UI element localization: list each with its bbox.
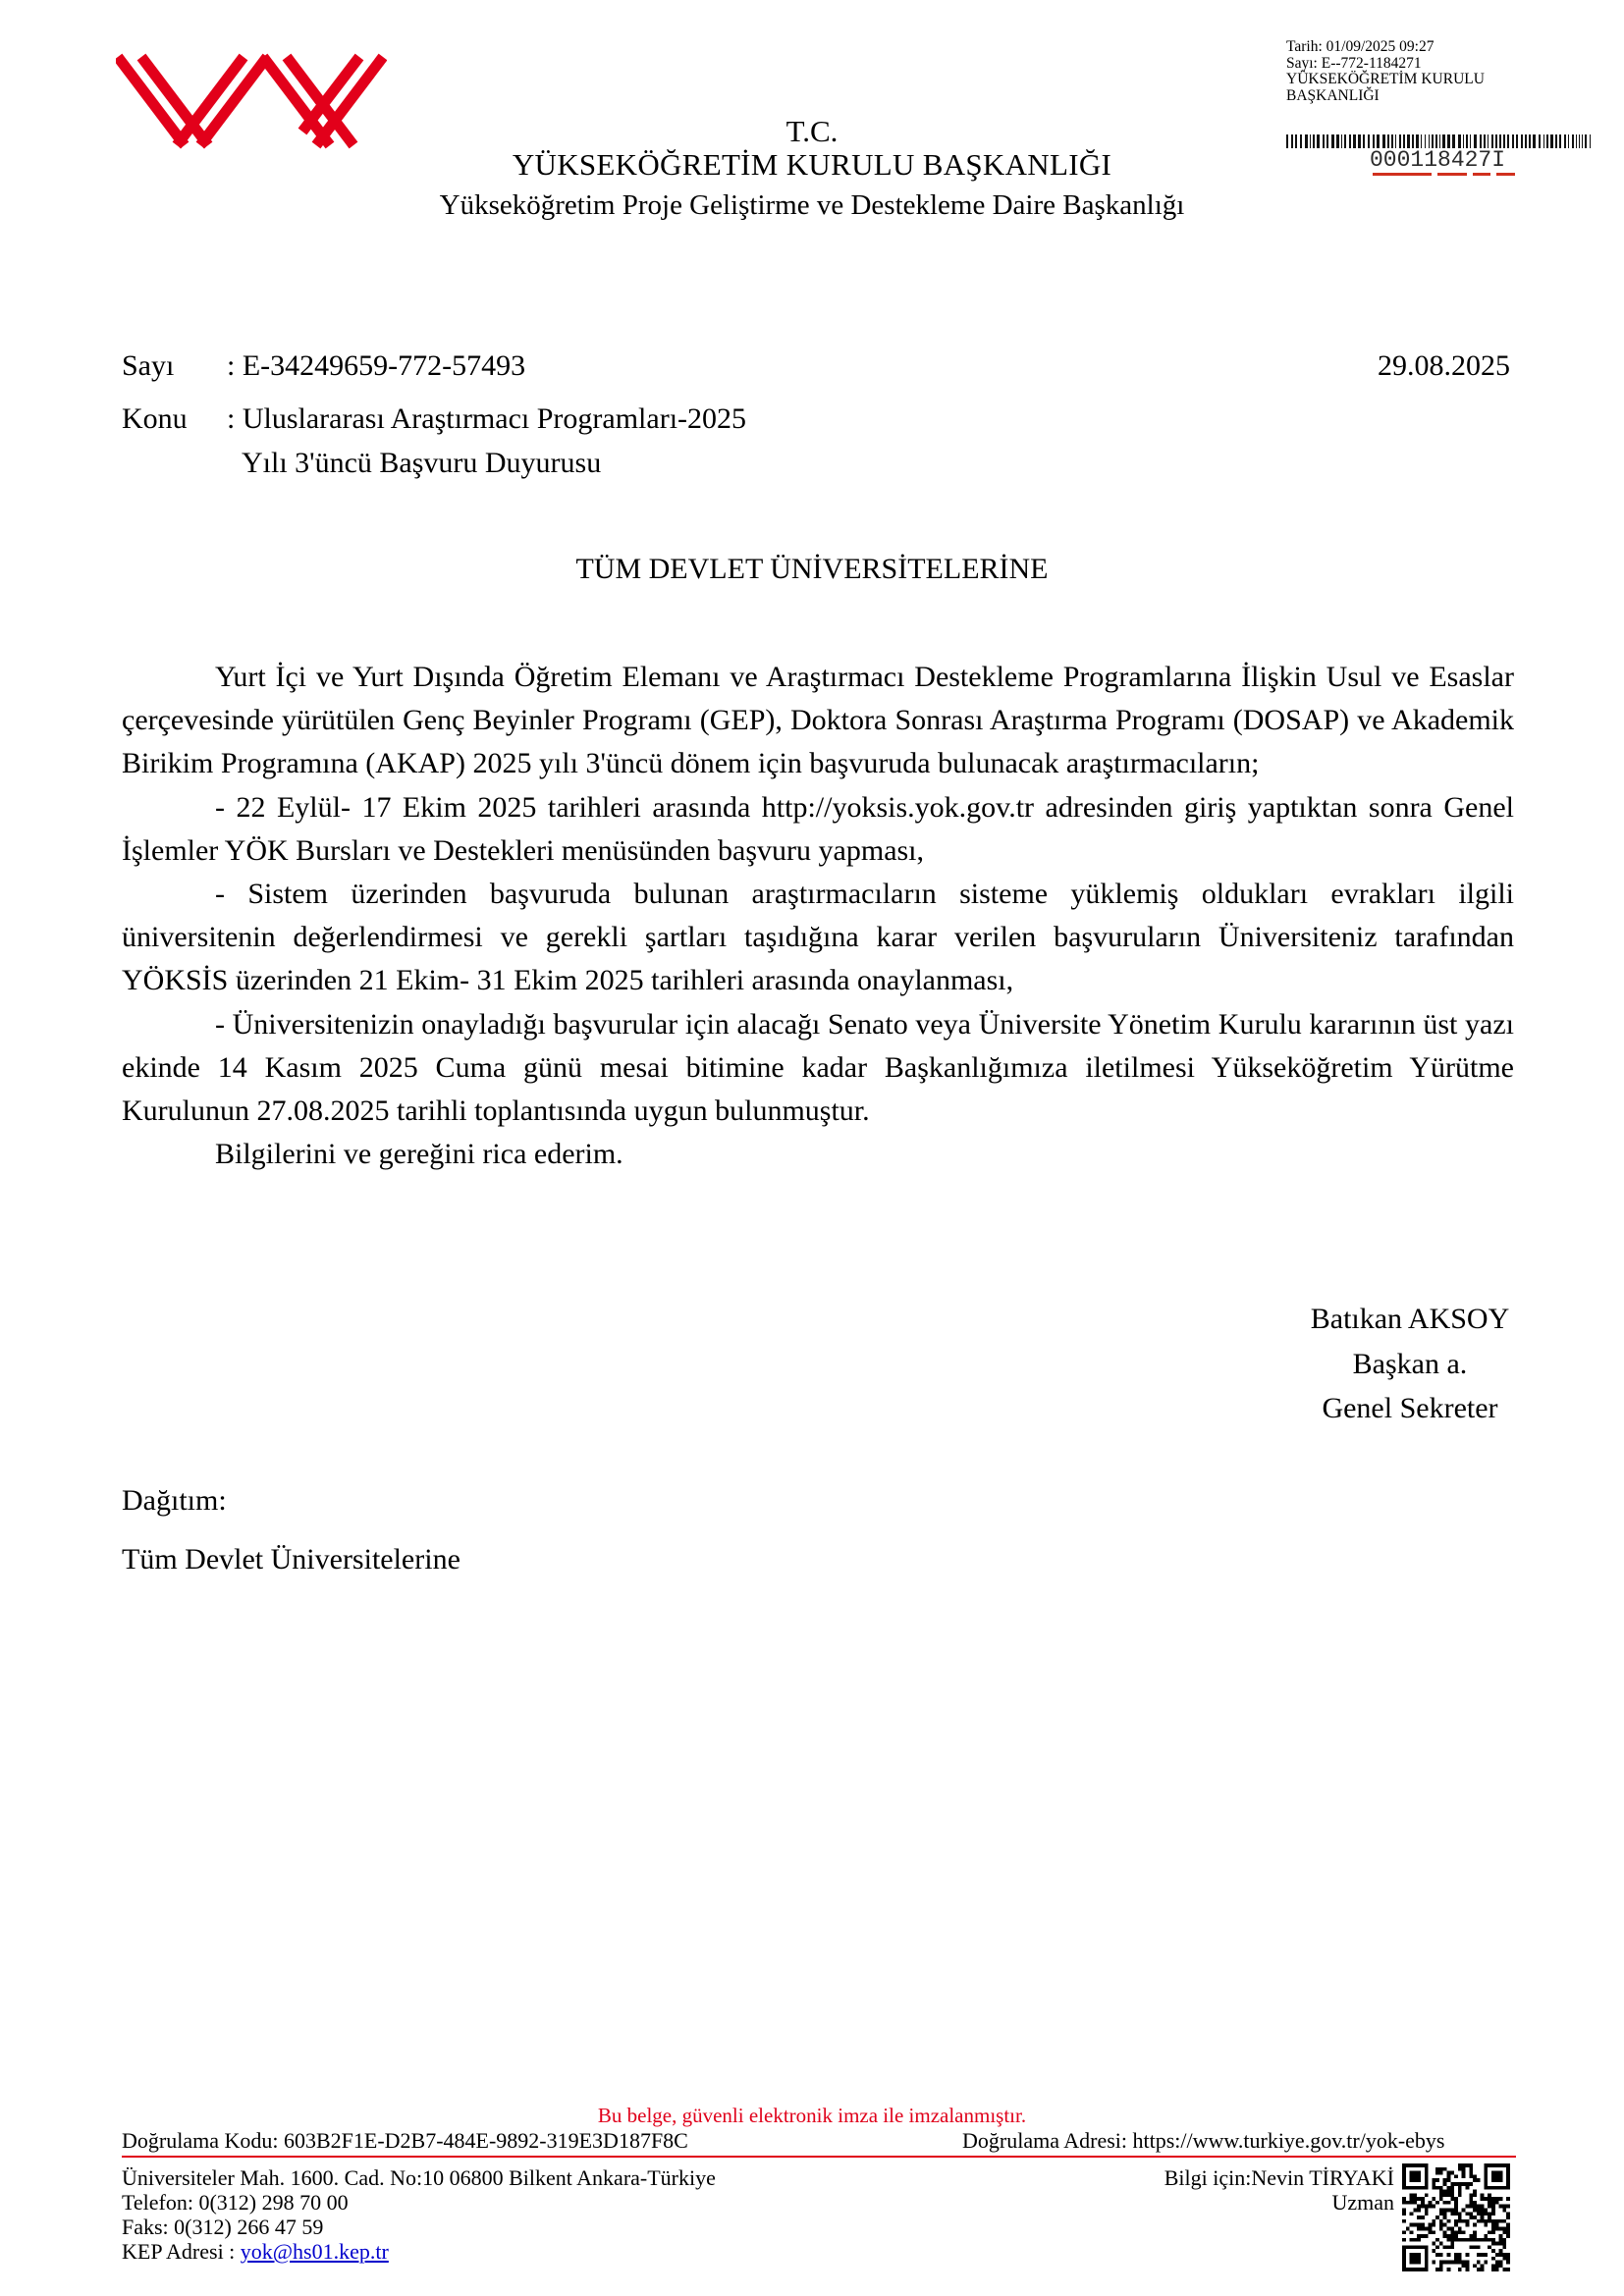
registry-stamp [1286,39,1600,104]
footer-kep [122,2239,389,2264]
body-item-approval: - Sistem üzerinden başvuruda bulunan araştırmacıların sisteme yüklemiş oldukları evrakları ilgili üniversitenin değerlendirmesi ve gerekli şartları taşıdığına karar verilen başvuruların Üniversiteniz tarafından YÖKSİS üzerinden 21 Ekim- 31 Ekim 2025 tarihleri arasında onaylanması, [122,878,1514,997]
signatory-name: Batıkan AKSOY [1310,1303,1510,1335]
verification-address: Doğrulama Adresi: https://www.turkiye.gov.tr/yok-ebys [962,2128,1445,2153]
footer-address: Üniversiteler Mah. 1600. Cad. No:10 06800 Bilkent Ankara-Türkiye [122,2165,716,2190]
qr-code [1402,2163,1510,2271]
body-item-application: - 22 Eylül- 17 Ekim 2025 tarihleri arasında http://yoksis.yok.gov.tr adresinden giriş yaptıktan sonra Genel İşlemler YÖK Bursları ve Destekleri menüsünden başvuru yapması, [122,790,1514,867]
distribution-item: Tüm Devlet Üniversitelerine [122,1543,460,1575]
document-date: 29.08.2025 [1378,349,1510,382]
stamp-number: Sayı: E--772-1184271 [1286,54,1422,72]
body-paragraph-intro: Yurt İçi ve Yurt Dışında Öğretim Elemanı ve Araştırmacı Destekleme Programlarına İlişkin Usul ve Esaslar çerçevesinde yürütülen Genç Beyinler Programı (GEP), Doktora Sonrası Araştırma Programı (DOSAP) ve Akademik Birikim Programına (AKAP) 2025 yılı 3'üncü dönem için başvuruda bulunacak araştırmacıların; [122,661,1514,780]
stamp-date: Tarih: 01/09/2025 09:27 [1286,38,1435,55]
header-tc: T.C. [785,114,839,148]
footer-phone: Telefon: 0(312) 298 70 00 [122,2190,349,2215]
signatory-title1: Başkan a. [1352,1348,1468,1380]
stamp-org-line1: YÜKSEKÖĞRETİM KURULU [1286,71,1485,87]
footer-contact-title: Uzman [1331,2190,1394,2215]
sayi-label: Sayı [122,349,175,382]
distribution-label: Dağıtım: [122,1484,227,1517]
kep-label: KEP Adresi : [122,2239,241,2264]
verification-code: Doğrulama Kodu: 603B2F1E-D2B7-484E-9892-319E3D187F8C [122,2128,688,2153]
footer-fax: Faks: 0(312) 266 47 59 [122,2215,324,2239]
footer-divider [122,2156,1516,2158]
footer-contact: Bilgi için:Nevin TİRYAKİ [1164,2165,1394,2190]
body-closing: Bilgilerini ve gereğini rica ederim. [215,1138,623,1171]
letter-body [122,656,1514,1176]
signatory-title2: Genel Sekreter [1322,1392,1498,1424]
stamp-org-line2: BAŞKANLIĞI [1286,86,1380,104]
sayi-value: : E-34249659-772-57493 [227,349,526,382]
stamp-barcode-number: 000118427I [1370,147,1506,173]
konu-label: Konu [122,402,188,435]
addressee: TÜM DEVLET ÜNİVERSİTELERİNE [575,553,1049,585]
header-institution: YÜKSEKÖĞRETİM KURULU BAŞKANLIĞI [512,147,1112,182]
body-item-senate: - Üniversitenizin onayladığı başvurular için alacağı Senato veya Üniversite Yönetim Kurulu kararının üst yazı ekinde 14 Kasım 2025 Cuma günü mesai bitimine kadar Başkanlığımıza iletilmesi Yükseköğretim Yürütme Kurulunun 27.08.2025 tarihli toplantısında uygun bulunmuştur. [122,1007,1514,1128]
konu-line2: Yılı 3'üncü Başvuru Duyurusu [242,447,602,479]
header-department: Yükseköğretim Proje Geliştirme ve Destekleme Daire Başkanlığı [439,189,1185,221]
esign-notice: Bu belge, güvenli elektronik imza ile imzalanmıştır. [597,2104,1027,2127]
kep-email-link[interactable]: yok@hs01.kep.tr [240,2239,389,2264]
konu-line1: : Uluslararası Araştırmacı Programları-2025 [227,402,747,435]
